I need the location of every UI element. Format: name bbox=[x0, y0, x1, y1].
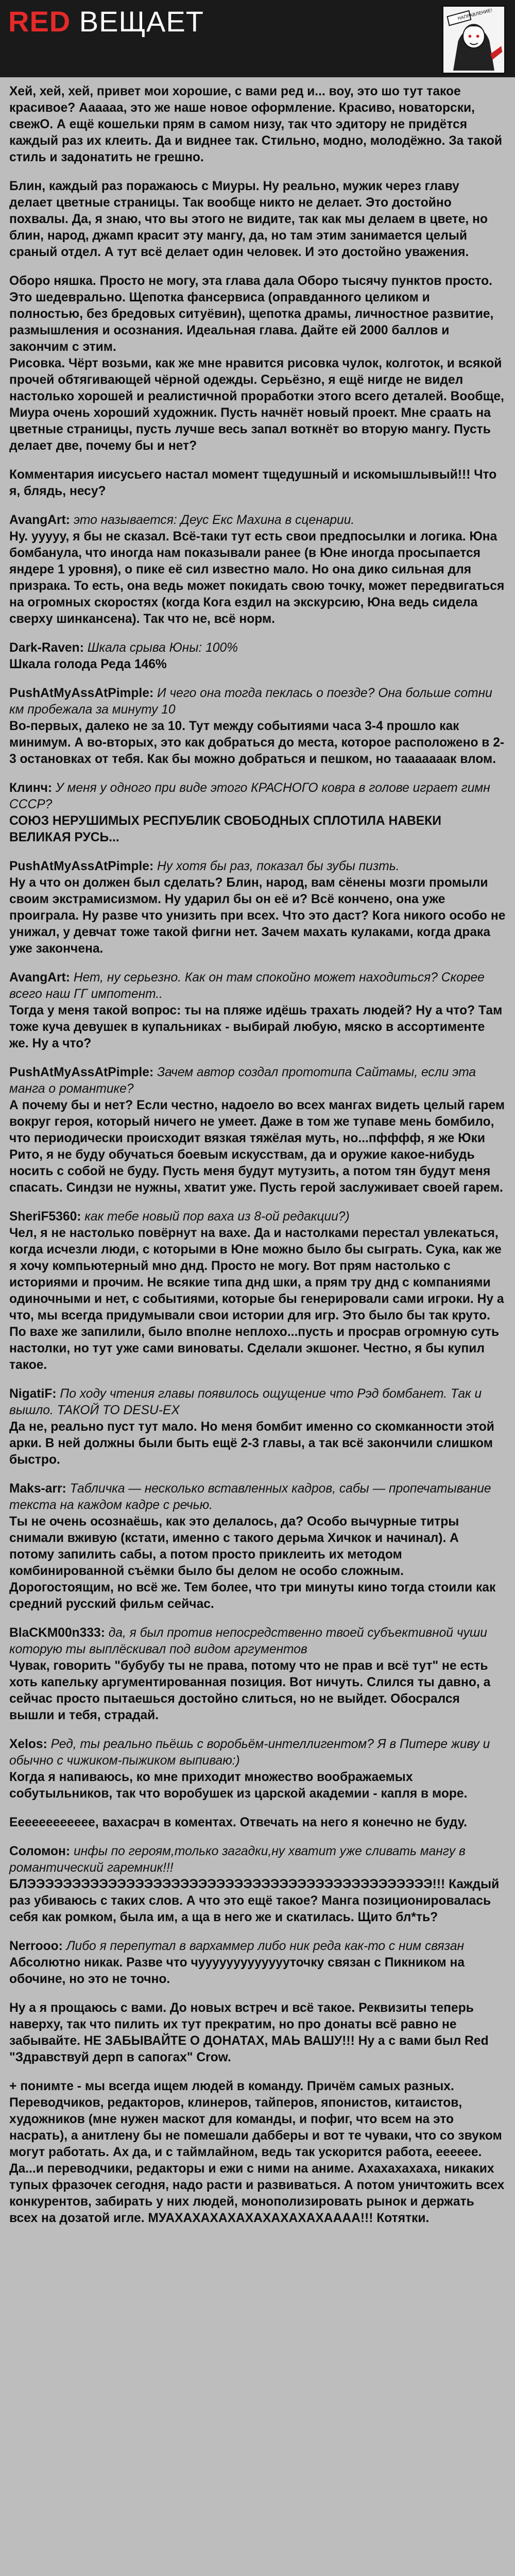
brand-rest: ВЕЩАЕТ bbox=[71, 5, 204, 38]
comment-author: Maks-arr: bbox=[9, 1482, 66, 1496]
comment-reply bbox=[9, 780, 506, 846]
outro-paragraph: + понимте - мы всегда ищем людей в команду. Причём самых разных. Переводчиков, редакторов, клинеров, тайперов, японистов, китаистов, художников (мне нужен маскот для команды, и пофиг, что всем на это насрать), а анитлену бы не помешали дабберы и вот те чуваки, что со звуком могут работать. Ах да, и с таймлайном, ведь так ускорится работа, ееееее. Да...и переводчики, редакторы и ежи с ними на аниме. Ахахахахаха, никаких тупых фразочек сегодня, надо расти и развиваться. А потом уничтожить всех конкурентов, забирать у них людей, монополизировать рынок и держать всех на дозатой игле. МУАХАХАХАХАХАХАХАХАХАААА!!! Котятки. bbox=[9, 2079, 505, 2225]
comment-text: Зачем автор создал прототипа Сайтамы, если эта манга о романтике? bbox=[9, 1065, 476, 1096]
comment-text: Табличка — несколько вставленных кадров, сабы — пропечатывание текста на каждом кадре с речью. bbox=[9, 1482, 491, 1512]
intro-paragraph: Оборо няшка. Просто не могу, эта глава дала Оборо тысячу пунктов просто. Это шедеврально. Щепотка фансервиса (оправданного целиком и полностью, без бредовых ситуёвин), щепотка драмы, личностное развитие, размышления и осознания. Идеальная глава. Дайте ей 2000 баллов и закончим с этим. bbox=[9, 274, 494, 354]
comment-reply bbox=[9, 512, 506, 628]
reply-text: Абсолютно никак. Разве что чуууууууууууууточку связан с Пикником на обочине, но это не точно. bbox=[9, 1956, 465, 1986]
comment-author: Клинч: bbox=[9, 781, 53, 795]
reply-text: СОЮЗ НЕРУШИМЫХ РЕСПУБЛИК СВОБОДНЫХ СПЛОТИЛА НАВЕКИ ВЕЛИКАЯ РУСЬ... bbox=[9, 814, 441, 844]
header bbox=[0, 0, 515, 82]
comment-author: AvangArt: bbox=[9, 513, 70, 527]
comment-text: Ну хотя бы раз, показал бы зубы пизть. bbox=[157, 859, 400, 873]
reply-text: Ну а что он должен был сделать? Блин, народ, вам сёнены мозги промыли своим экстрамисизмом. Ну ударил бы он её и? Всё кончено, она уже проиграла. Ну разве что унизить при всех. Что это даст? Кога никого особо не унижал, у девчат тоже такой фигни нет. Зачем махать кулаками, когда драка уже закончена. bbox=[9, 876, 506, 956]
mascot-drawing-icon bbox=[443, 7, 504, 73]
reply-text: Во-первых, далеко не за 10. Тут между событиями часа 3-4 прошло как минимум. А во-вторых, это как добраться до места, которое расположено в 2-3 остановках от тебя. Как бы можно добраться и пешком, но тааааааак влом. bbox=[9, 719, 505, 766]
comment-author: AvangArt: bbox=[9, 971, 70, 985]
comment-reply bbox=[9, 1625, 506, 1724]
comment-author: Xelos: bbox=[9, 1737, 47, 1751]
intro-paragraph: Комментария иисусьего настал момент тщедушный и искомышлывый!!! Что я, блядь, несу? bbox=[9, 468, 497, 498]
reply-text: Тогда у меня такой вопрос: ты на пляже идёшь трахать людей? Ну а что? Там тоже куча девушек в купальниках - выбирай любую, мяско в ассортименте же. Ну а что? bbox=[9, 1004, 503, 1050]
comment-author: Dark-Raven: bbox=[9, 641, 84, 655]
mid-paragraph: Ееееееееееее, вахасрач в коментах. Отвечать на него я конечно не буду. bbox=[9, 1816, 467, 1829]
reply-text: Чувак, говорить "бубубу ты не права, потому что не прав и всё тут" не есть хоть капельку аргументированная позиция. Вот ничуть. Слился ты давно, а сейчас просто пытаешься достойно слиться, но не выйдет. Обосрался вышли и тебя, страдай. bbox=[9, 1659, 491, 1722]
comment-reply bbox=[9, 685, 506, 768]
comment-text: как тебе новый пор ваха из 8-ой редакции?) bbox=[84, 1210, 350, 1224]
intro-paragraph: Рисовка. Чёрт возьми, как же мне нравится рисовка чулок, колготок, и всякой прочей обтягивающей чёрной одежды. Серьёзно, я ещё нигде не видел настолько хорошей и реалистичной проработки этого всего деталей. Вообще, Миура очень хороший художник. Пусть начнёт новый проект. Мне сраать на цветные страницы, пусть лучше весь запал воткнёт во вторую мангу. Пусть делает две, почему бы и нет? bbox=[9, 357, 504, 453]
comment-text: И чего она тогда пеклась о поезде? Она больше сотни км пробежала за минуту 10 bbox=[9, 686, 492, 717]
comment-author: BlaCKM00n333: bbox=[9, 1626, 105, 1640]
comment-author: PushAtMyAssAtPimple: bbox=[9, 1065, 154, 1079]
comment-text: да, я был против непосредственно твоей субъективной чуши которую ты выплёскивал под видом аргументов bbox=[9, 1626, 487, 1656]
comment-reply bbox=[9, 1736, 506, 1802]
brand-title bbox=[8, 7, 204, 36]
reply-text: А почему бы и нет? Если честно, надоело во всех мангах видеть целый гарем вокруг героя, который ничего не умеет. Даже в том же тупаве мень бомбило, что периодически происходит вязкая тяжёлая муть, но...пфффф, я же Юки Рито, я не буду обучаться боевым искусствам, да и оружие какое-нибудь носить с собой не буду. Пусть меня будут мутузить, а потом тян будут меня спасать. Синдзи не нужны, хватит уже. Пусть герой заслуживает своей гарем. bbox=[9, 1098, 505, 1195]
comment-text: инфы по героям,только загадки,ну хватит уже сливать мангу в романтический гаремник!!! bbox=[9, 1844, 466, 1875]
intro-paragraph: Блин, каждый раз поражаюсь с Миуры. Ну реально, мужик через главу делает цветные страницы. Так вообще никто не делает. Это достойно похвалы. Да, я знаю, что вы этого не видите, так как мы делаем в цвете, но блин, народ, джамп красит эту мангу, да, но там этим занимается целый сраный отдел. А тут всё делает один человек. И это достойно уважения. bbox=[9, 179, 488, 259]
reply-text: Шкала голода Реда 146% bbox=[9, 657, 167, 671]
comment-reply bbox=[9, 1064, 506, 1196]
outro-paragraph: Ну а я прощаюсь с вами. До новых встреч и всё такое. Реквизиты теперь наверху, так что пилить их тут прекратим, но про донаты всё равно не забывайте. НЕ ЗАБЫВАЙТЕ О ДОНАТАХ, МАЬ ВАШУ!!! Ну а с вами был Red "Здравствуй дерп в сапогах" Crow. bbox=[9, 2001, 489, 2064]
reply-text: Ну. ууууу, я бы не сказал. Всё-таки тут есть свои предпосылки и логика. Юна бомбанула, что иногда нам показывали ранее (в Юне иногда просыпается яндере 1 уровня), о пике её сил известно мало. Но она дико сильная для призрака. То есть, она ведь может покидать свою точку, может передвигаться на огромных скоростях (когда Кога ездил на экскурсию, Юна ведь сидела сверху шинкансена). Так что не, всё норм. bbox=[9, 530, 505, 626]
reply-text: Да не, реально пуст тут мало. Но меня бомбит именно со скомканности этой арки. В ней должны были быть ещё 2-3 главы, а так всё закончили слишком быстро. bbox=[9, 1420, 494, 1467]
brand-red: RED bbox=[8, 5, 71, 38]
reply-text: Когда я напиваюсь, ко мне приходит множество воображаемых собутыльников, так что воробушек из царской академии - капля в море. bbox=[9, 1770, 468, 1801]
comment-author: PushAtMyAssAtPimple: bbox=[9, 686, 154, 700]
comment-text: По ходу чтения главы появилось ощущение что Рэд бомбанет. Так и вышло. ТАКОЙ ТО DESU-EX bbox=[9, 1387, 482, 1417]
post-body bbox=[0, 77, 515, 2576]
comment-text: это называется: Деус Екс Махина в сценарии. bbox=[73, 513, 355, 527]
comment-reply bbox=[9, 1481, 506, 1613]
comment-text: Шкала срыва Юны: 100% bbox=[87, 641, 238, 655]
comment-reply bbox=[9, 1843, 506, 1926]
comment-author: Соломон: bbox=[9, 1844, 71, 1858]
comment-author: Nerrooo: bbox=[9, 1939, 63, 1953]
comment-text: Ред, ты реально пьёшь с воробьём-интеллигентом? Я в Питере живу и обычно с чижиком-пыжиком выпиваю:) bbox=[9, 1737, 490, 1768]
comment-text: Нет, ну серьезно. Как он там спокойно может находиться? Скорее всего наш ГГ импотент.. bbox=[9, 971, 485, 1001]
comment-author: NigatiF: bbox=[9, 1387, 57, 1401]
comment-reply bbox=[9, 1386, 506, 1468]
comment-reply bbox=[9, 970, 506, 1052]
intro-paragraph: Хей, хей, хей, привет мои хорошие, с вами ред и... воу, это шо тут такое красивое? Аааааа, это же наше новое оформление. Красиво, новаторски, свежО. А ещё кошельки прям в самом низу, так что эдитору не придётся каждый раз их клеить. Да и виднее так. Стильно, модно, молодёжно. За такой стиль и задонатить не грешно. bbox=[9, 84, 503, 164]
reply-text: Ты не очень осознаёшь, как это делалось, да? Особо вычурные титры снимали вживую (кстати, именно с такого дерьма Хичкок и начинал). А потому запилить сабы, а потом просто приклеить их методом комбинированной съёмки было бы делом не особо сложным. Дорогостоящим, но всё же. Тем более, что три минуты кино тогда стоили как средний русский фильм сейчас. bbox=[9, 1515, 496, 1611]
reply-text: Чел, я не настолько повёрнут на вахе. Да и настолками перестал увлекаться, когда исчезли люди, с которыми в Юне можно было бы сыграть. Сука, как же я хочу компьютерный мно днд. Просто не могу. Вот прям настолько с историями и прочим. Не всякие типа днд шки, а прям тру днд с компаниями одиночными и нет, с событиями, которые бы генерировали сами игроки. Ну а что, мы всегда придумывали свои истории для игр. Это было бы так круто. По вахе же запилили, было вполне неплохо...пусть и просрав огромную суть настолки, но тут уже сами виноваты. Сделали экшонег. Честно, я бы купил такое. bbox=[9, 1226, 504, 1372]
comment-text: Либо я перепутал в вархаммер либо ник реда как-то с ним связан bbox=[66, 1939, 465, 1953]
comment-reply bbox=[9, 1938, 506, 1988]
mascot-caption: НАПРАВЛЕНИЕ! bbox=[457, 8, 493, 22]
comment-text: У меня у одного при виде этого КРАСНОГО ковра в голове играет гимн СССР? bbox=[9, 781, 490, 811]
comment-reply bbox=[9, 640, 506, 673]
comment-author: PushAtMyAssAtPimple: bbox=[9, 859, 154, 873]
comment-author: SheriF5360: bbox=[9, 1210, 81, 1224]
reply-text: БЛЭЭЭЭЭЭЭЭЭЭЭЭЭЭЭЭЭЭЭЭЭЭЭЭЭЭЭЭЭЭЭЭЭЭЭЭЭЭЭЭЭЭЭЭЭ!!! Каждый раз убиваюсь с таких слов. А что это ещё такое? Манга позиционировалась себя как ромком, была им, а ща в него же и скатилась. Щито бл*ть? bbox=[9, 1877, 500, 1924]
comment-reply bbox=[9, 858, 506, 957]
mascot-image bbox=[442, 5, 506, 74]
comment-reply bbox=[9, 1209, 506, 1374]
